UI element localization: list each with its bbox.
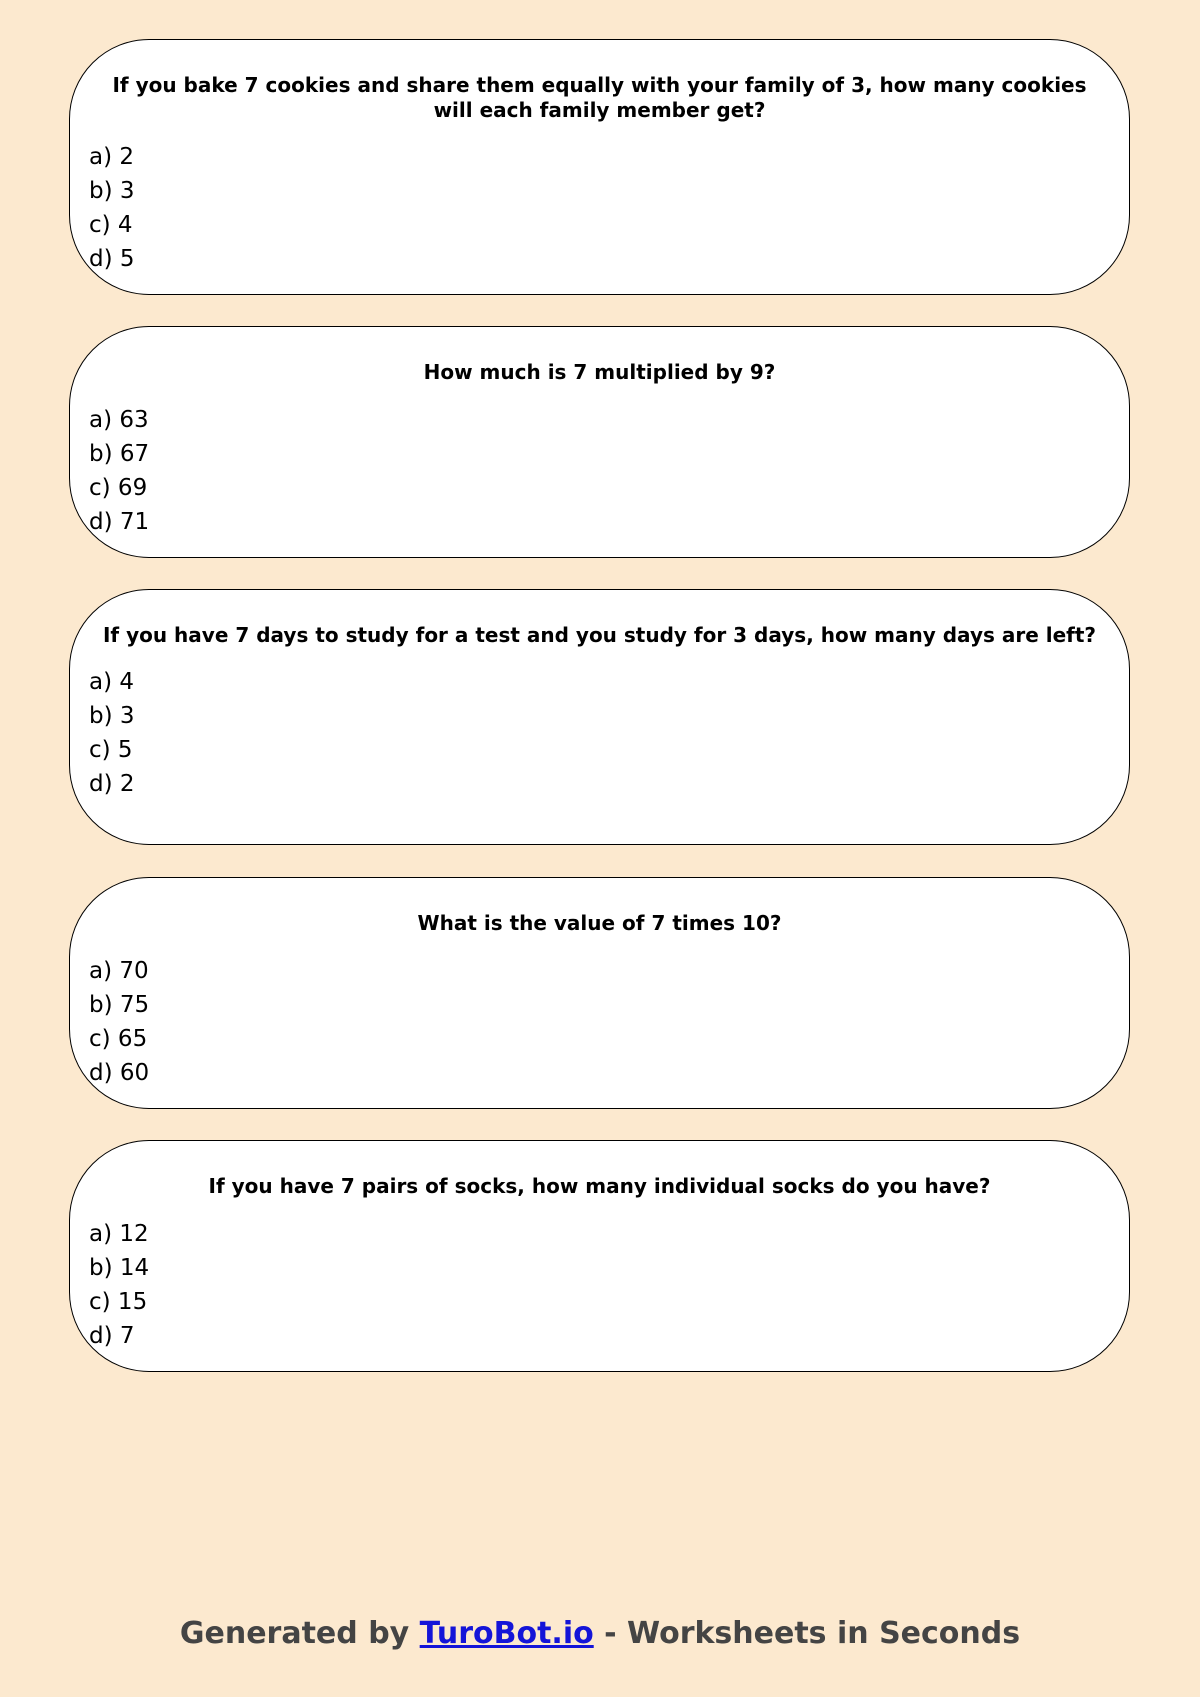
answer-options: [70, 665, 1129, 801]
option-b: b) 75: [89, 992, 150, 1018]
option-a: a) 2: [89, 144, 135, 170]
turobot-link[interactable]: TuroBot.io: [419, 1616, 594, 1651]
option-c: c) 4: [89, 212, 133, 238]
answer-options: [70, 1217, 1129, 1353]
question-card-1: [69, 39, 1130, 295]
option-b: b) 3: [89, 703, 135, 729]
option-c: c) 5: [89, 737, 133, 763]
option-b: b) 3: [89, 178, 135, 204]
footer-suffix: - Worksheets in Seconds: [593, 1616, 1021, 1651]
option-c: c) 65: [89, 1026, 148, 1052]
answer-options: [70, 954, 1129, 1090]
option-d: d) 71: [89, 509, 150, 535]
option-a: a) 70: [89, 958, 149, 984]
option-d: d) 60: [89, 1060, 150, 1086]
question-text: How much is 7 multiplied by 9?: [423, 360, 776, 384]
question-text: If you bake 7 cookies and share them equally with your family of 3, how many cookies will each family member get?: [112, 73, 1087, 122]
answer-options: [70, 140, 1129, 276]
option-c: c) 15: [89, 1289, 148, 1315]
option-d: d) 7: [89, 1323, 135, 1349]
option-c: c) 69: [89, 475, 148, 501]
option-b: b) 14: [89, 1255, 150, 1281]
question-card-3: [69, 589, 1130, 845]
question-text: What is the value of 7 times 10?: [417, 911, 782, 935]
option-a: a) 4: [89, 669, 135, 695]
footer-prefix: Generated by: [179, 1616, 420, 1651]
question-card-4: [69, 877, 1130, 1109]
footer-credit: [0, 1616, 1200, 1651]
option-b: b) 67: [89, 441, 150, 467]
question-card-2: [69, 326, 1130, 558]
question-card-5: [69, 1140, 1130, 1372]
question-text: If you have 7 pairs of socks, how many individual socks do you have?: [208, 1174, 991, 1198]
option-d: d) 5: [89, 246, 135, 272]
answer-options: [70, 403, 1129, 539]
question-text: If you have 7 days to study for a test and you study for 3 days, how many days are left?: [102, 623, 1097, 647]
option-a: a) 12: [89, 1221, 149, 1247]
option-d: d) 2: [89, 771, 135, 797]
option-a: a) 63: [89, 407, 149, 433]
